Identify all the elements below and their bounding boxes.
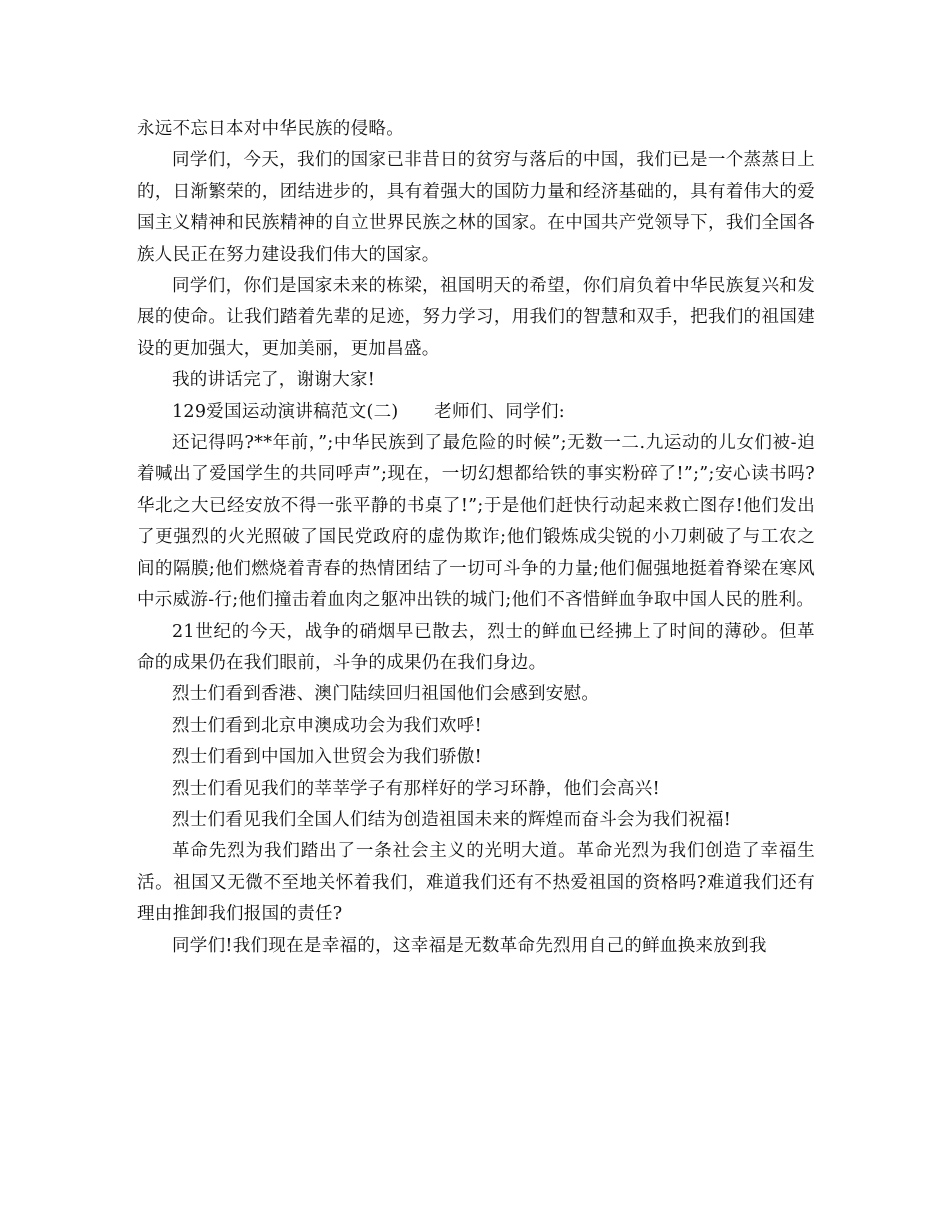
section-heading: 129爱国运动演讲稿范文(二) 老师们、同学们: xyxy=(172,401,565,422)
paragraph-2: 同学们，今天，我们的国家已非昔日的贫穷与落后的中国，我们已是一个蒸蒸日上的，日渐繁荣的，团结进步的，具有着强大的国防力量和经济基础的，具有着伟大的爱国主义精神和民族精神的自立世界民族之林的国家。在中国共产党领导下，我们全国各族人民正在努力建设我们伟大的国家。 xyxy=(137,150,815,265)
paragraph-11: 烈士们看见我们的莘莘学子有那样好的学习环静，他们会高兴! xyxy=(172,778,660,799)
paragraph-8: 烈士们看到香港、澳门陆续回归祖国他们会感到安慰。 xyxy=(172,684,600,705)
paragraph-6: 还记得吗?**年前，”;中华民族到了最危险的时候”;无数一二.九运动的儿女们被-迫着喊出了爱国学生的共同呼声”;现在，一切幻想都给铁的事实粉碎了!”;”;安心读书吗?华北之大已经安放不得一张平静的书桌了!”;于是他们赶快行动起来救亡图存!他们发出了更强烈的火光照破了国民党政府的虚伪欺诈;他们锻炼成尖锐的小刀刺破了与工农之间的隔膜;他们燃烧着青春的热情团结了一切可斗争的力量;他们倔强地挺着脊梁在寒风中示威游-行;他们撞击着血肉之躯冲出铁的城门;他们不吝惜鲜血争取中国人民的胜利。 xyxy=(137,433,815,611)
paragraph-13: 革命先烈为我们踏出了一条社会主义的光明大道。革命光烈为我们创造了幸福生活。祖国又无微不至地关怀着我们，难道我们还有不热爱祖国的资格吗?难道我们还有理由推卸我们报国的责任? xyxy=(137,841,815,925)
paragraph-7: 21世纪的今天，战争的硝烟早已散去，烈士的鲜血已经拂上了时间的薄砂。但革命的成果仍在我们眼前，斗争的成果仍在我们身边。 xyxy=(137,621,815,673)
paragraph-14: 同学们!我们现在是幸福的，这幸福是无数革命先烈用自己的鲜血换来放到我 xyxy=(172,935,767,956)
paragraph-1: 永远不忘日本对中华民族的侵略。 xyxy=(137,119,404,139)
paragraph-12: 烈士们看见我们全国人们结为创造祖国未来的辉煌而奋斗会为我们祝福! xyxy=(172,809,732,830)
paragraph-3: 同学们，你们是国家未来的栋梁，祖国明天的希望，你们肩负着中华民族复兴和发展的使命。让我们踏着先辈的足迹，努力学习，用我们的智慧和双手，把我们的祖国建设的更加强大，更加美丽，更加昌盛。 xyxy=(137,276,815,359)
paragraph-10: 烈士们看到中国加入世贸会为我们骄傲! xyxy=(172,747,482,768)
paragraph-4: 我的讲话完了，谢谢大家! xyxy=(172,370,376,391)
document-page xyxy=(137,114,815,962)
paragraph-9: 烈士们看到北京申澳成功会为我们欢呼! xyxy=(172,715,482,736)
